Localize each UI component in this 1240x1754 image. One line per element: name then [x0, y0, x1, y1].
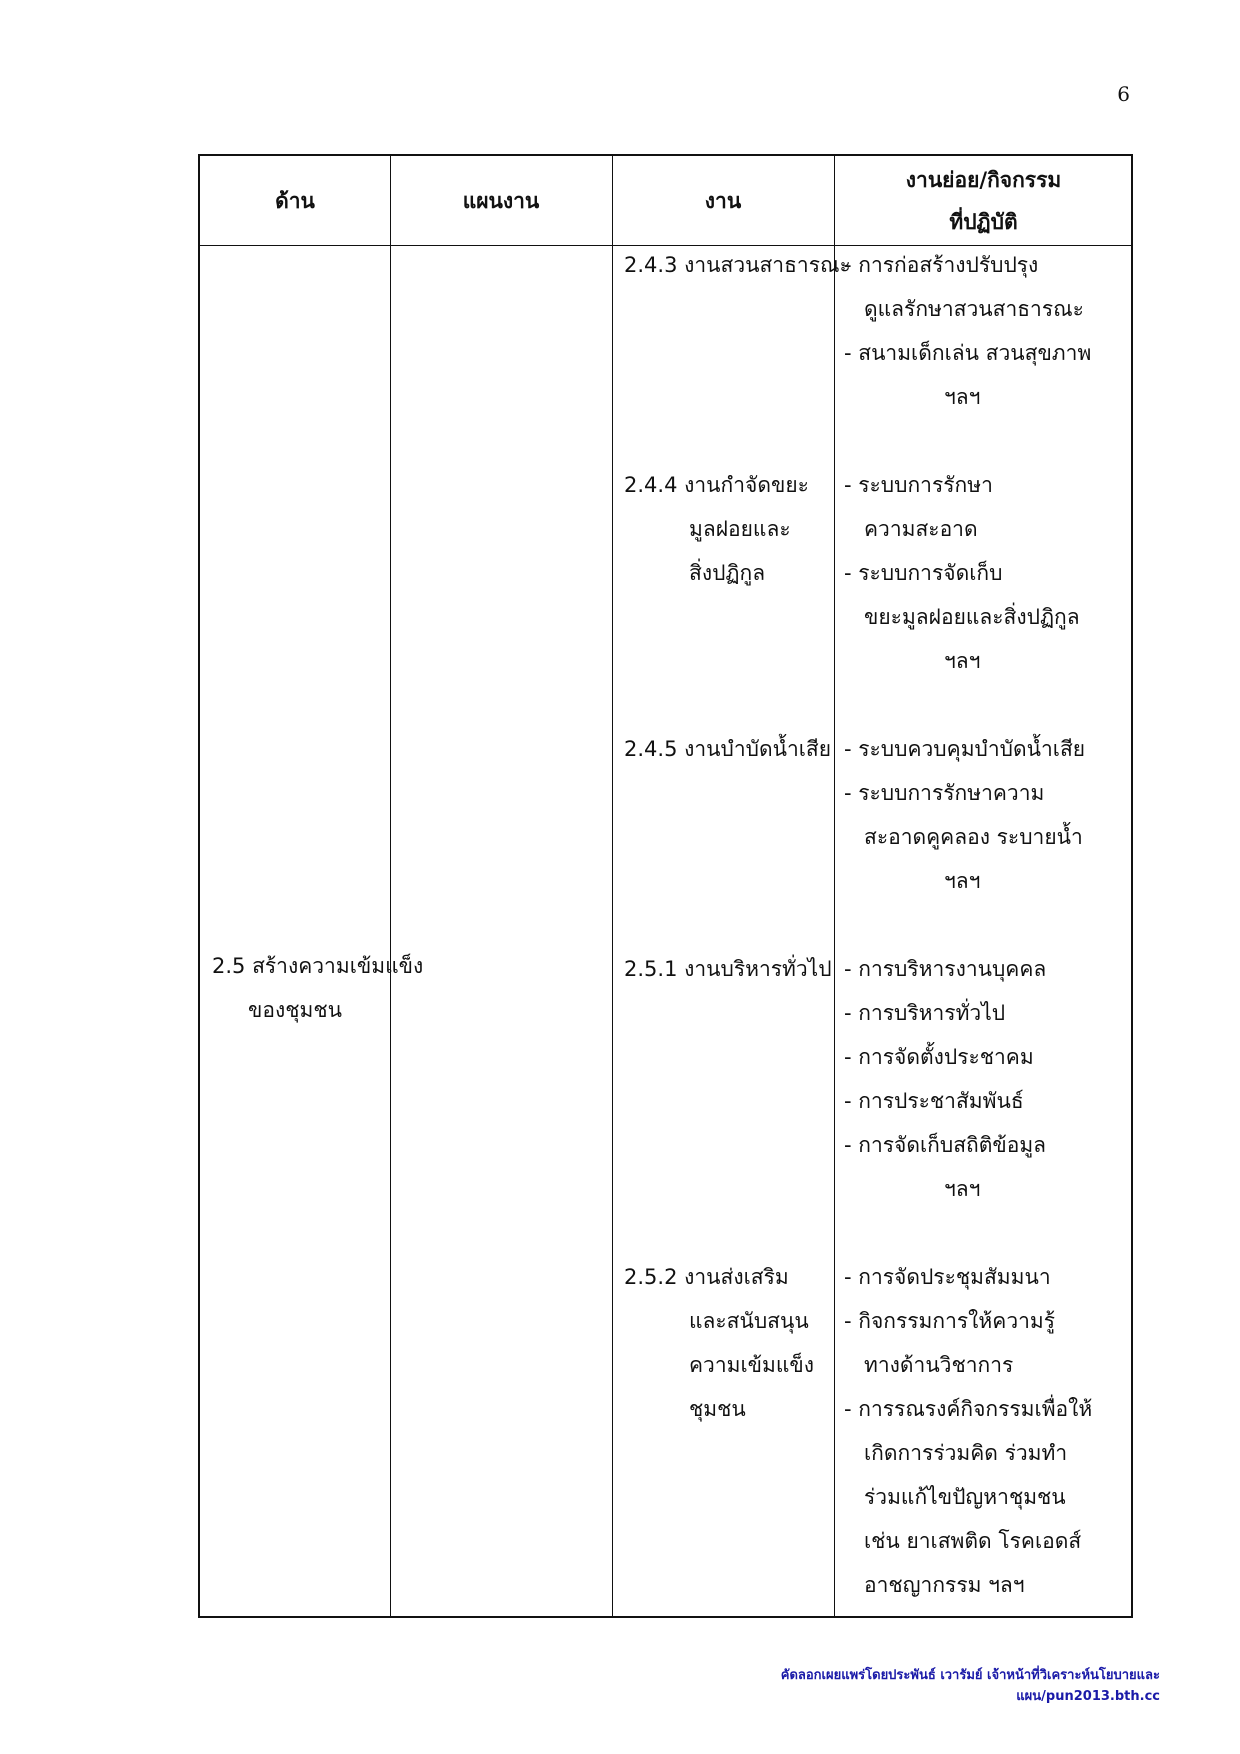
activity-item: - ระบบการรักษา [844, 473, 993, 497]
column-divider [612, 156, 613, 1616]
task-2-4-5 [624, 727, 831, 771]
activity-item: - สนามเด็กเล่น สวนสุขภาพ [844, 341, 1092, 365]
footer-credit: คัดลอกเผยแพร่โดยประพันธ์ เวารัมย์ เจ้าหน้าที่วิเคราะห์นโยบายและแผน/pun2013.bth.cc [780, 1668, 1160, 1704]
header-task [612, 156, 834, 245]
header-activity [834, 156, 1133, 245]
activity-item: เกิดการร่วมคิด ร่วมทำ [864, 1441, 1068, 1465]
task-line: 2.4.4 งานกำจัดขยะ [624, 473, 809, 497]
activity-group-2-5-1 [844, 947, 1046, 1211]
task-line: และสนับสนุน [689, 1309, 809, 1333]
activity-item: - กิจกรรมการให้ความรู้ [844, 1309, 1056, 1333]
activity-group-2-4-5 [844, 727, 1085, 903]
task-2-4-3 [624, 243, 851, 287]
activity-item: - ระบบควบคุมบำบัดน้ำเสีย [844, 737, 1086, 761]
activity-item: - ระบบการจัดเก็บ [844, 561, 1003, 585]
header-plan [390, 156, 612, 245]
plan-line: 2.5 สร้างความเข้มแข็ง [212, 954, 424, 978]
column-divider [834, 156, 835, 1616]
header-activity-label-2: ที่ปฏิบัติ [949, 209, 1018, 234]
activity-group-2-4-3 [844, 243, 1091, 419]
task-line: 2.4.5 งานบำบัดน้ำเสีย [624, 737, 832, 761]
task-line: สิ่งปฏิกูล [689, 561, 766, 585]
task-line: มูลฝอยและ [689, 517, 791, 541]
activity-item: - ระบบการรักษาความ [844, 781, 1045, 805]
task-2-5-1 [624, 947, 832, 991]
activity-item: - การบริหารทั่วไป [844, 1001, 1006, 1025]
activity-group-2-4-4 [844, 463, 1080, 683]
activity-item: เช่น ยาเสพติด โรคเอดส์ [864, 1529, 1082, 1553]
activity-etc: ฯลฯ [944, 385, 981, 409]
activity-item: ดูแลรักษาสวนสาธารณะ [864, 297, 1084, 321]
page-number: 6 [1117, 82, 1130, 106]
task-line: 2.4.3 งานสวนสาธารณะ [624, 253, 851, 277]
task-2-4-4 [624, 463, 809, 595]
activity-item: - การจัดประชุมสัมมนา [844, 1265, 1051, 1289]
activity-etc: ฯลฯ [944, 1177, 981, 1201]
activity-item: ร่วมแก้ไขปัญหาชุมชน [864, 1485, 1066, 1509]
task-line: ชุมชน [689, 1397, 746, 1421]
header-side [200, 156, 390, 245]
plan-2-5 [212, 944, 423, 1032]
activity-item: - การประชาสัมพันธ์ [844, 1089, 1024, 1113]
activity-item: - การก่อสร้างปรับปรุง [844, 253, 1039, 277]
activity-item: ขยะมูลฝอยและสิ่งปฏิกูล [864, 605, 1080, 629]
column-divider [390, 156, 391, 1616]
activity-item: อาชญากรรม ฯลฯ [864, 1573, 1025, 1597]
activity-etc: ฯลฯ [944, 649, 981, 673]
task-line: 2.5.2 งานส่งเสริม [624, 1265, 789, 1289]
activity-group-2-5-2 [844, 1255, 1092, 1607]
header-plan-label: แผนงาน [462, 188, 540, 213]
activity-item: ความสะอาด [864, 517, 978, 541]
header-side-label: ด้าน [275, 188, 315, 213]
task-line: ความเข้มแข็ง [689, 1353, 814, 1377]
activity-item: ทางด้านวิชาการ [864, 1353, 1014, 1377]
activity-etc: ฯลฯ [944, 869, 981, 893]
plan-line: ของชุมชน [248, 998, 342, 1022]
activity-item: - การรณรงค์กิจกรรมเพื่อให้ [844, 1397, 1093, 1421]
activity-item: - การจัดตั้งประชาคม [844, 1045, 1034, 1069]
task-2-5-2 [624, 1255, 814, 1431]
header-activity-label-1: งานย่อย/กิจกรรม [905, 167, 1062, 192]
activity-item: สะอาดคูคลอง ระบายน้ำ [864, 825, 1083, 849]
task-line: 2.5.1 งานบริหารทั่วไป [624, 957, 832, 981]
activity-item: - การจัดเก็บสถิติข้อมูล [844, 1133, 1047, 1157]
activity-item: - การบริหารงานบุคคล [844, 957, 1047, 981]
header-task-label: งาน [704, 188, 742, 213]
